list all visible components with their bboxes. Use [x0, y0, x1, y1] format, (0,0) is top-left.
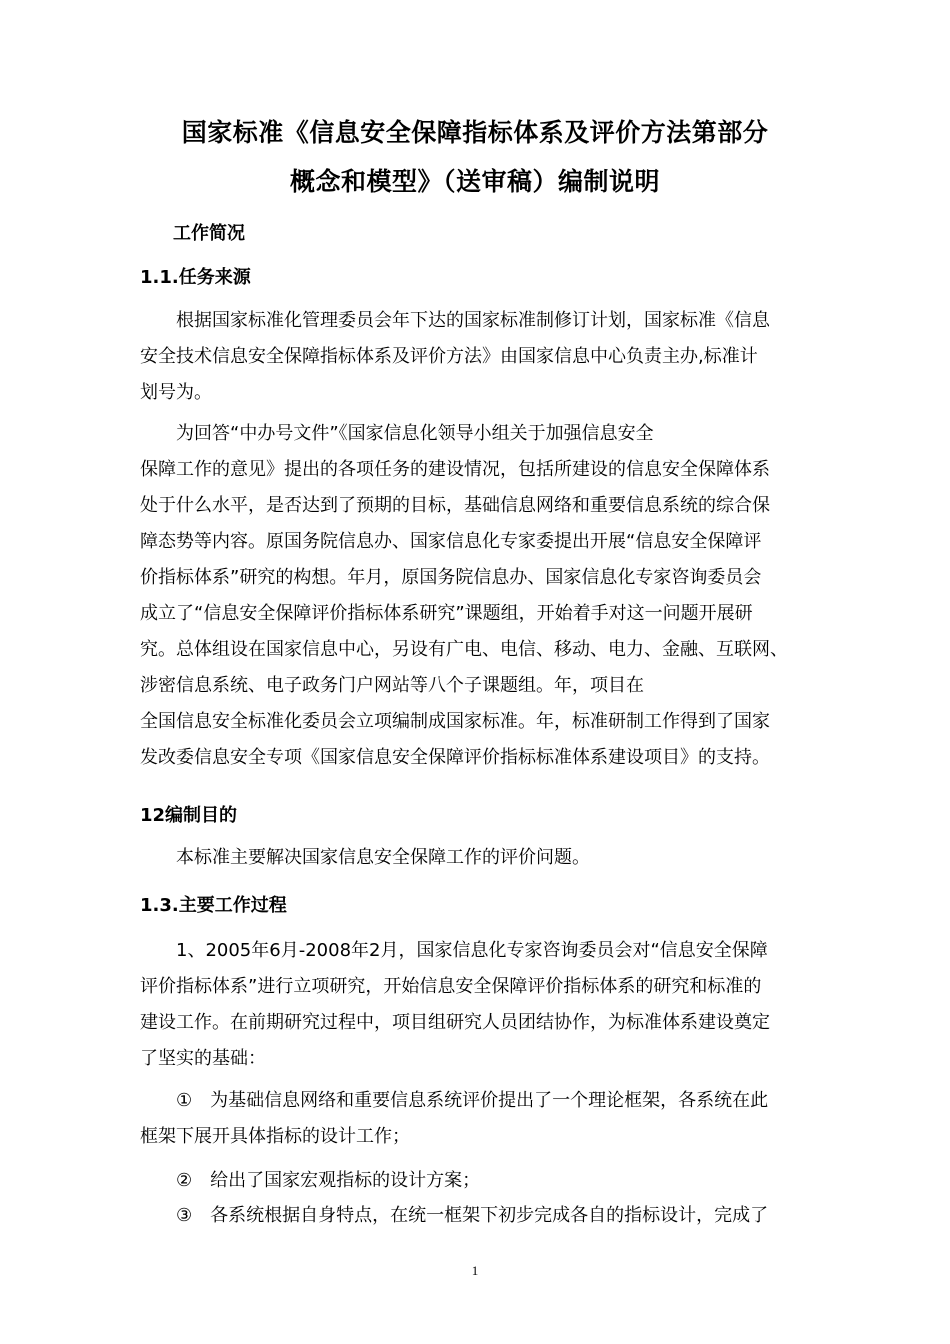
- text-line: 发改委信息安全专项《国家信息安全保障评价指标标准体系建设项目》的支持。: [140, 747, 770, 768]
- document-title-line1: 国家标准《信息安全保障指标体系及评价方法第部分: [181, 118, 769, 147]
- text-line: 究。总体组设在国家信息中心，另设有广电、电信、移动、电力、金融、互联网、: [140, 639, 788, 660]
- text-line: 为回答“中办号文件”《国家信息化领导小组关于加强信息安全: [176, 423, 654, 444]
- text-line: 划号为。: [140, 382, 212, 403]
- text-line: 本标准主要解决国家信息安全保障工作的评价问题。: [176, 847, 590, 868]
- heading-task-source: 1.1.任务来源: [140, 267, 251, 288]
- heading-work-summary: 工作简况: [173, 223, 245, 244]
- text-line: 处于什么水平，是否达到了预期的目标，基础信息网络和重要信息系统的综合保: [140, 495, 770, 516]
- list-item-3: [140, 1198, 830, 1234]
- text-line: 涉密信息系统、电子政务门户网站等八个子课题组。年，项目在: [140, 675, 644, 696]
- list-item-1: [140, 1083, 830, 1155]
- text-line: 评价指标体系”进行立项研究，开始信息安全保障评价指标体系的研究和标准的: [140, 976, 762, 997]
- text-line: 成立了“信息安全保障评价指标体系研究”课题组，开始着手对这一问题开展研: [140, 603, 753, 624]
- text-line: ① 为基础信息网络和重要信息系统评价提出了一个理论框架，各系统在此: [176, 1090, 769, 1111]
- text-line: 障态势等内容。原国务院信息办、国家信息化专家委提出开展“信息安全保障评: [140, 531, 762, 552]
- page-number: 1: [471, 1263, 479, 1278]
- text-line: ③ 各系统根据自身特点，在统一框架下初步完成各自的指标设计，完成了: [176, 1205, 769, 1226]
- text-line: 价指标体系”研究的构想。年月，原国务院信息办、国家信息化专家咨询委员会: [140, 567, 762, 588]
- text-line: 全国信息安全标准化委员会立项编制成国家标准。年，标准研制工作得到了国家: [140, 711, 770, 732]
- text-line: 安全技术信息安全保障指标体系及评价方法》由国家信息中心负责主办,标准计: [140, 346, 758, 367]
- text-line: 了坚实的基础：: [140, 1048, 266, 1069]
- list-item-2: [140, 1163, 830, 1199]
- heading-purpose: 12编制目的: [140, 805, 238, 826]
- paragraph-work-process: [140, 933, 830, 1077]
- text-line: ② 给出了国家宏观指标的设计方案；: [176, 1170, 481, 1191]
- text-line: 1、2005年6月-2008年2月，国家信息化专家咨询委员会对“信息安全保障: [176, 940, 768, 961]
- paragraph-task-source: [140, 303, 830, 411]
- paragraph-purpose: [140, 840, 830, 876]
- text-line: 根据国家标准化管理委员会年下达的国家标准制修订计划，国家标准《信息: [176, 310, 770, 331]
- paragraph-background: [140, 416, 830, 776]
- text-line: 建设工作。在前期研究过程中，项目组研究人员团结协作，为标准体系建设奠定: [140, 1012, 770, 1033]
- text-line: 保障工作的意见》提出的各项任务的建设情况，包括所建设的信息安全保障体系: [140, 459, 770, 480]
- heading-work-process: 1.3.主要工作过程: [140, 895, 287, 916]
- document-title-line2: 概念和模型》（送审稿）编制说明: [289, 167, 660, 196]
- text-line: 框架下展开具体指标的设计工作；: [140, 1126, 410, 1147]
